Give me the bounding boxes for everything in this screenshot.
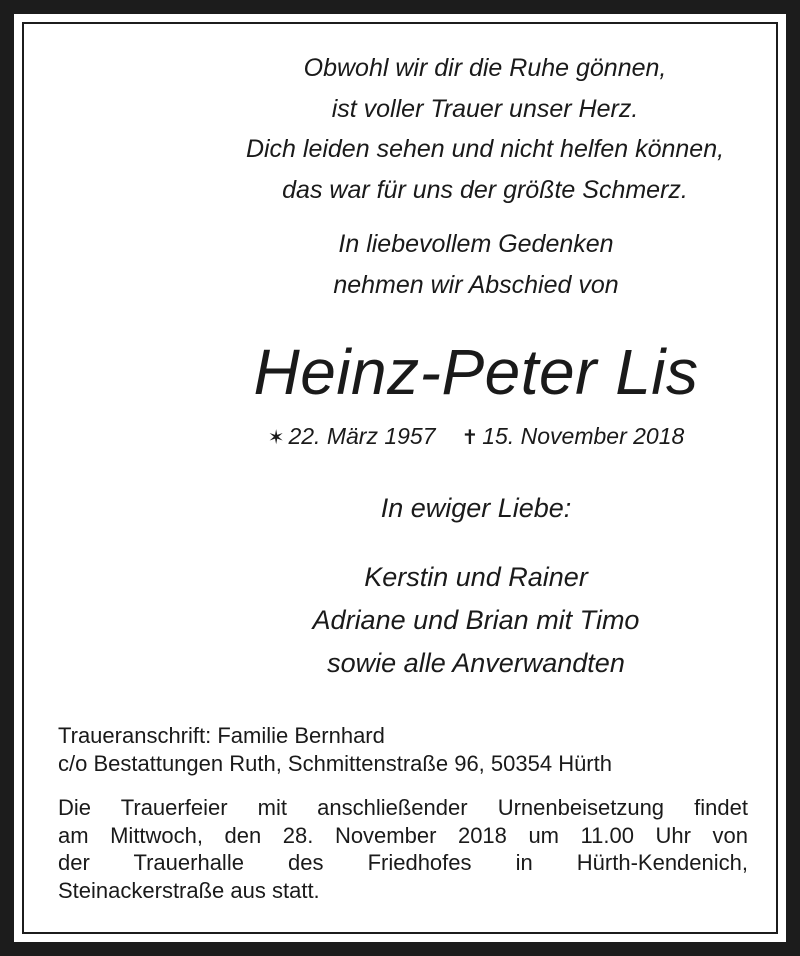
address-line: c/o Bestattungen Ruth, Schmittenstraße 96, 50354 Hürth — [58, 750, 612, 776]
poem-line: ist voller Trauer unser Herz. — [331, 94, 639, 123]
poem-line: das war für uns der größte Schmerz. — [282, 175, 688, 204]
love-line: In ewiger Liebe: — [380, 493, 572, 523]
service-line: Die Trauerfeier mit anschließender Urnenbeisetzung findet — [58, 795, 748, 820]
poem — [85, 48, 800, 210]
family-line: Kerstin und Rainer — [364, 562, 588, 592]
poem-line: Dich leiden sehen und nicht helfen können, — [245, 135, 725, 163]
address-line: Traueranschrift: Familie Bernhard — [58, 723, 385, 748]
intro-line: nehmen wir Abschied von — [333, 271, 619, 299]
service-line: am Mittwoch, den 28. November 2018 um 11.00 Uhr von — [58, 822, 748, 848]
service-line: der Trauerhalle des Friedhofes in Hürth-Kendenich, — [58, 850, 748, 875]
mourning-address — [58, 722, 748, 777]
birth-date: 22. März 1957 — [288, 423, 436, 449]
poem-line: Obwohl wir dir die Ruhe gönnen, — [303, 54, 667, 82]
death-cross-icon: ✝ — [461, 427, 479, 449]
life-dates — [76, 420, 800, 454]
death-date: 15. November 2018 — [482, 423, 685, 449]
funeral-service-info — [58, 794, 748, 904]
birth-star-icon: ✶ — [267, 427, 285, 449]
family-list — [76, 556, 800, 685]
intro — [76, 224, 800, 306]
service-line: Steinackerstraße aus statt. — [58, 877, 320, 903]
family-line: sowie alle Anverwandten — [327, 648, 625, 678]
deceased-name: Heinz-Peter Lis — [253, 336, 699, 408]
intro-line: In liebevollem Gedenken — [338, 230, 614, 258]
family-line: Adriane und Brian mit Timo — [312, 605, 640, 635]
